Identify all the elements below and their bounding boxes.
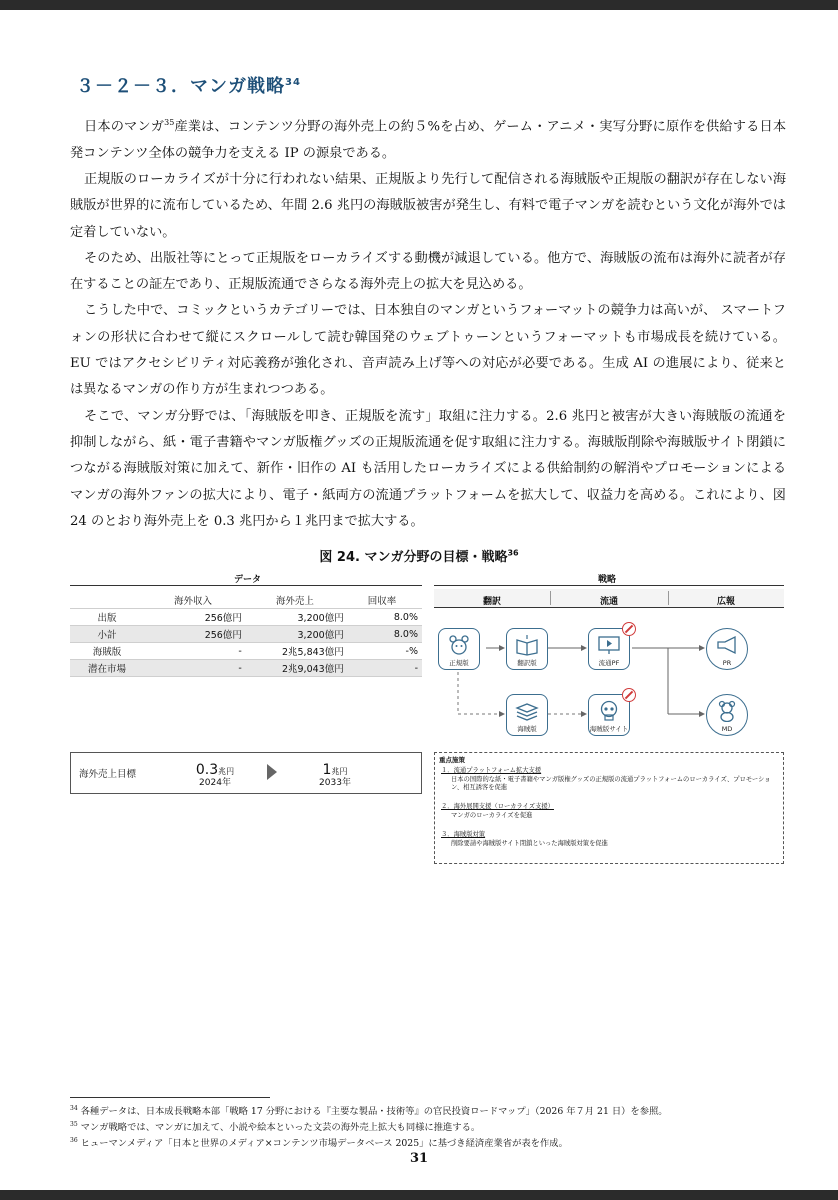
target-box — [70, 752, 422, 794]
cell-sales: 2兆9,043億円 — [246, 660, 348, 677]
paragraph: そこで、マンガ分野では、「海賊版を叩き、正規版を流す」取組に注力する。2.6 兆円と被害が大きい海賊版の流通を抑制しながら、紙・電子書籍やマンガ版権グッズの正規版流通を促す取組に注力する。海賊版削除や海賊版サイト閉鎖につながる海賊版対策に加えて、新作・旧作の AI も活用したローカライズによる供給制約の解消やプロモーションによるマンガの海外ファンの拡大により、電子・紙両方の流通プラットフォームを拡大して、収益力を高める。これにより、図 24 のとおり海外売上を 0.3 兆円から１兆円まで拡大する。 — [70, 408, 786, 529]
node-platform: 流通PF — [588, 628, 630, 670]
strategy-section-label: 戦略 — [598, 575, 617, 585]
footnote-rule — [70, 1097, 270, 1098]
paragraph: こうした中で、コミックというカテゴリーでは、日本独自のマンガというフォーマットの競争力は高いが、 スマートフォンの形状に合わせて縦にスクロールして読む韓国発のウェブトゥーンというフォーマットも市場成長を続けている。EU ではアクセシビリティ対応義務が強化され、音声読み上げ等への対応が必要である。生成 AI の進展により、従来とは異なるマンガの作り方が生まれつつある。 — [70, 303, 786, 398]
data-rule — [70, 585, 422, 586]
node-pr: PR — [706, 628, 748, 670]
footnote: $^{36}$ ヒューマンメディア「日本と世界のメディア×コンテンツ市場データベース 2025」に基づき経済産業省が表を作成。 — [70, 1137, 568, 1150]
bottom-border — [0, 1190, 838, 1200]
cell-income: 256億円 — [144, 609, 246, 626]
column-distribution: 流通 — [599, 597, 618, 607]
strategy-rule — [434, 585, 784, 586]
cell-income: - — [144, 643, 246, 660]
paragraph: 日本のマンガ$^{35}$産業は、コンテンツ分野の海外売上の約５%を占め、ゲーム・アニメ・実写分野に原作を供給する日本発コンテンツ全体の競争力を支える IP の源泉である。 — [70, 118, 787, 161]
cell-income: 256億円 — [144, 626, 246, 643]
row-label: 海賊版 — [70, 643, 144, 660]
screen-icon — [597, 634, 621, 656]
paragraph: そのため、出版社等にとって正規版をローカライズする動機が減退している。他方で、海賊版の流布は海外に読者が存在することの証左であり、正規版流通でさらなる海外売上の拡大を見込める。 — [70, 250, 786, 293]
cell-sales: 3,200億円 — [246, 609, 348, 626]
page-number: 31 — [409, 1151, 429, 1166]
node-translated: 翻訳版 — [506, 628, 548, 670]
node-md: MD — [706, 694, 748, 736]
cell-sales: 2兆5,843億円 — [246, 643, 348, 660]
header-rate: 回収率 — [348, 592, 422, 609]
data-table — [70, 592, 422, 677]
row-label: 出版 — [70, 609, 144, 626]
skull-icon — [597, 700, 621, 722]
stack-icon — [515, 700, 539, 722]
row-label: 小計 — [70, 626, 144, 643]
prohibit-icon — [622, 622, 636, 636]
target-from: 0.3兆円 2024年 — [195, 762, 235, 788]
target-to: 1兆円 2033年 — [319, 762, 351, 788]
table-row — [70, 643, 422, 660]
data-section-label: データ — [234, 575, 262, 585]
cell-income: - — [144, 660, 246, 677]
node-official: 正規版 — [438, 628, 480, 670]
body-text — [70, 110, 786, 535]
table-row — [70, 626, 422, 643]
bear-icon — [447, 634, 471, 656]
table-row — [70, 660, 422, 677]
book-icon — [515, 634, 539, 656]
footnote: $^{34}$ 各種データは、日本成長戦略本部「戦略 17 分野における『主要な製品・技術等』の官民投資ロードマップ」（2026 年７月 21 日）を参照。 — [70, 1105, 668, 1118]
arrow-right-icon — [267, 764, 277, 780]
teddy-icon — [715, 700, 739, 722]
row-label: 潜在市場 — [70, 660, 144, 677]
figure-title: 図 24. マンガ分野の目標・戦略$^{36}$ — [319, 548, 519, 565]
cell-rate: 8.0% — [348, 626, 422, 643]
header-sales: 海外売上 — [246, 592, 348, 609]
node-pirate: 海賊版 — [506, 694, 548, 736]
measure-item: ３．海賊版対策 削除要請や海賊版サイト閉鎖といった海賊版対策を促進 — [441, 831, 608, 847]
table-row — [70, 609, 422, 626]
table-header-row — [70, 592, 422, 609]
footnote: $^{35}$ マンガ戦略では、マンガに加えて、小説や絵本といった文芸の海外売上拡大も同様に推進する。 — [70, 1121, 481, 1134]
top-border — [0, 0, 838, 10]
header-income: 海外収入 — [144, 592, 246, 609]
cell-sales: 3,200億円 — [246, 626, 348, 643]
footnotes — [70, 1102, 786, 1150]
target-label: 海外売上目標 — [79, 769, 137, 780]
node-pirate-site: 海賊版サイト — [588, 694, 630, 736]
paragraph: 正規版のローカライズが十分に行われない結果、正規版より先行して配信される海賊版や正規版の翻訳が存在しない海賊版が世界的に流布しているため、年間 2.6 兆円の海賊版被害が発生し、有料で電子マンガを読むという文化が海外では定着していない。 — [70, 171, 786, 240]
key-measures-box — [434, 752, 784, 864]
cell-rate: - — [348, 660, 422, 677]
measure-item: １．流通プラットフォーム拡大支援 日本の国際的な紙・電子書籍やマンガ版権グッズの正規版の流通プラットフォームのローカライズ、プロモーション、相互誘客を促進 — [441, 767, 771, 791]
megaphone-icon — [715, 634, 739, 656]
measure-item: ２．海外展開支援（ローカライズ支援） マンガのローカライズを促進 — [441, 803, 554, 819]
cell-rate: 8.0% — [348, 609, 422, 626]
prohibit-icon — [622, 688, 636, 702]
section-heading: ３－２－３．マンガ戦略$^{34}$ — [76, 76, 301, 97]
measures-title: 重点施策 — [439, 756, 465, 764]
cell-rate: -% — [348, 643, 422, 660]
column-promotion: 広報 — [716, 597, 735, 607]
column-translation: 翻訳 — [482, 597, 501, 607]
